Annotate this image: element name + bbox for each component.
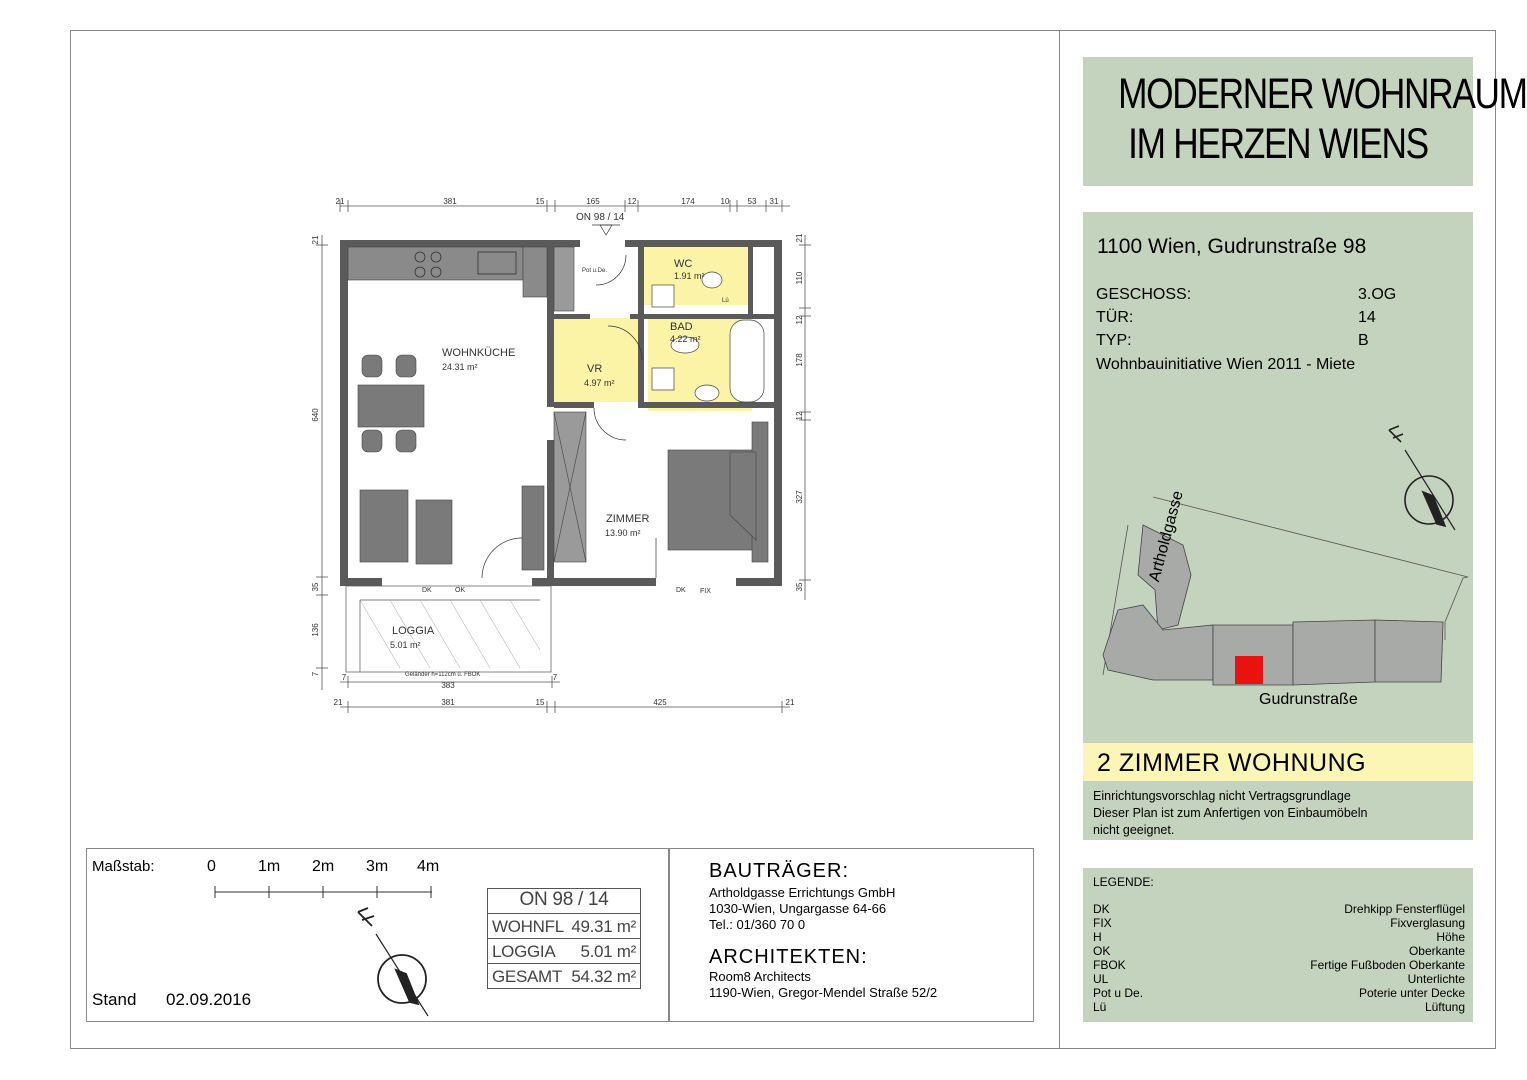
detail-value-tuer: 14 (1358, 309, 1376, 326)
disclaimer-note (1093, 788, 1367, 839)
legend-key: OK (1093, 944, 1111, 958)
room-name-wohnkueche: WOHNKÜCHE (442, 347, 516, 359)
legend-row (1093, 972, 1465, 986)
developer-address: 1030-Wien, Ungargasse 64-66 (709, 901, 887, 916)
area-row-loggia (488, 938, 640, 963)
area-value: 49.31 m² (571, 917, 636, 936)
legend-key: FIX (1093, 916, 1112, 930)
street-label-artholdgasse: Artholdgasse (1146, 489, 1187, 584)
label-ok: OK (455, 587, 466, 594)
room-area-zimmer: 13.90 m² (605, 528, 641, 538)
developer-phone: Tel.: 01/360 70 0 (709, 917, 806, 932)
legend-value: Poterie unter Decke (1358, 986, 1465, 1000)
dim-top-1: 21 (335, 197, 345, 206)
area-row-wohnfl (488, 913, 640, 938)
legend-value: Unterlichte (1407, 972, 1465, 986)
dim-right-2: 110 (795, 271, 804, 285)
dim-left-1: 21 (311, 235, 320, 245)
architects-heading: ARCHITEKTEN: (709, 946, 868, 968)
dim-right-3: 12 (795, 315, 804, 325)
dim-top-2: 381 (443, 197, 457, 206)
legend-row (1093, 1000, 1465, 1014)
area-label: GESAMT (492, 967, 562, 986)
legend-key: UL (1093, 972, 1109, 986)
label-dk1: DK (422, 587, 432, 594)
legend-row (1093, 916, 1465, 930)
dim-left-3: 35 (311, 582, 320, 592)
room-name-vr: VR (587, 363, 603, 375)
street-label-gudrunstrasse: Gudrunstraße (1259, 691, 1358, 708)
dim-top-4: 165 (586, 197, 600, 206)
label-pot: Pot u.De. (582, 268, 608, 274)
room-area-bad: 4.22 m² (670, 334, 701, 344)
detail-key-geschoss: GESCHOSS: (1096, 286, 1192, 303)
dim-right-6: 327 (795, 490, 804, 504)
legend-key: DK (1093, 902, 1110, 916)
area-value: 5.01 m² (580, 942, 636, 961)
room-area-wohnkueche: 24.31 m² (442, 362, 478, 372)
dim-right-5: 12 (795, 411, 804, 421)
legend-value: Fixverglasung (1390, 916, 1465, 930)
detail-value-typ: B (1358, 332, 1369, 349)
stand-label: Stand (92, 990, 137, 1009)
legend-value: Drehkipp Fensterflügel (1344, 902, 1465, 916)
room-area-wc: 1.91 m² (674, 271, 705, 281)
note-line-2: Dieser Plan ist zum Anfertigen von Einbaumöbeln (1093, 806, 1368, 820)
area-table (487, 888, 641, 989)
dim-bottom2-1: 21 (333, 698, 343, 707)
floor-plan (300, 190, 820, 720)
unit-type-label: 2 ZIMMER WOHNUNG (1097, 749, 1367, 777)
dim-top-7: 10 (720, 197, 730, 206)
scale-tick-4: 4m (417, 858, 440, 875)
room-name-loggia: LOGGIA (392, 625, 435, 637)
legend-key: Pot u De. (1093, 986, 1144, 1000)
scale-tick-1: 1m (258, 858, 281, 875)
hall-floor (554, 318, 640, 402)
legend-row (1093, 902, 1465, 916)
dim-top-9: 31 (769, 197, 779, 206)
label-fix: FIX (700, 588, 711, 595)
unit-location-marker (1235, 656, 1263, 684)
site-north-arrow-icon (1389, 426, 1455, 530)
dim-left-4: 136 (311, 623, 320, 637)
legend-value: Oberkante (1408, 944, 1465, 958)
developer-heading: BAUTRÄGER: (709, 860, 850, 882)
note-line-3: nicht geeignet. (1093, 823, 1175, 837)
dim-top-6: 174 (681, 197, 695, 206)
legend-row (1093, 944, 1465, 958)
legend-key: H (1093, 930, 1102, 944)
title-line-2: IM HERZEN WIENS (1128, 120, 1428, 168)
area-label: WOHNFL (492, 917, 564, 936)
legend-key: Lü (1093, 1000, 1107, 1014)
developer-name: Artholdgasse Errichtungs GmbH (709, 885, 896, 900)
label-dk2: DK (676, 587, 686, 594)
legend-value: Lüftung (1424, 1000, 1465, 1014)
legend-row (1093, 958, 1465, 972)
room-name-bad: BAD (670, 321, 693, 333)
area-table-header: ON 98 / 14 (519, 889, 609, 910)
dim-left-5: 7 (311, 671, 320, 677)
dim-bottom2-4: 425 (653, 698, 667, 707)
dim-bottom1-2: 383 (441, 681, 455, 690)
dim-bottom2-2: 381 (441, 698, 455, 707)
dim-top-5: 12 (627, 197, 637, 206)
room-area-vr: 4.97 m² (584, 378, 615, 388)
dim-left-2: 640 (311, 408, 320, 422)
scale-tick-3: 3m (366, 858, 389, 875)
dim-right-4: 178 (795, 353, 804, 367)
dim-bottom1-1: 7 (341, 673, 347, 682)
detail-value-geschoss: 3.OG (1358, 286, 1397, 303)
dim-right-7: 35 (795, 582, 804, 592)
unit-type-banner (1083, 743, 1473, 781)
dim-bottom2-3: 15 (535, 698, 545, 707)
legend-row (1093, 986, 1465, 1000)
legend-row (1093, 930, 1465, 944)
address: 1100 Wien, Gudrunstraße 98 (1097, 235, 1367, 258)
detail-key-tuer: TÜR: (1096, 309, 1134, 326)
dim-top-3: 15 (535, 197, 545, 206)
title-line-1: MODERNER WOHNRAUM (1118, 70, 1527, 118)
dim-top-8: 53 (747, 197, 757, 206)
frame-divider (1059, 30, 1060, 1049)
note-line-1: Einrichtungsvorschlag nicht Vertragsgrundlage (1093, 789, 1351, 803)
label-lue: Lü (722, 298, 729, 304)
area-row-gesamt (488, 963, 640, 988)
scale-tick-0: 0 (207, 858, 216, 875)
legend-value: Höhe (1436, 930, 1465, 944)
title-box (1083, 57, 1527, 186)
site-plan (1083, 400, 1473, 710)
scale-tick-2: 2m (312, 858, 335, 875)
scale-bar (210, 880, 440, 900)
program-text: Wohnbauinitiative Wien 2011 - Miete (1096, 356, 1356, 373)
architects-address: 1190-Wien, Gregor-Mendel Straße 52/2 (709, 985, 938, 1000)
room-name-wc: WC (674, 258, 693, 270)
area-label: LOGGIA (492, 942, 556, 961)
legend-key: FBOK (1093, 958, 1126, 972)
architects-name: Room8 Architects (709, 969, 811, 984)
dim-bottom2-5: 21 (785, 698, 795, 707)
dim-bottom1-3: 7 (552, 673, 558, 682)
detail-key-typ: TYP: (1096, 332, 1132, 349)
area-value: 54.32 m² (571, 967, 636, 986)
north-arrow-icon (340, 904, 450, 1022)
scale-label: Maßstab: (92, 858, 155, 875)
legend-value: Fertige Fußboden Oberkante (1310, 958, 1465, 972)
legend-title: LEGENDE: (1093, 875, 1154, 889)
room-name-zimmer: ZIMMER (606, 513, 650, 525)
label-railing: Geländer h=112cm ü. FBOK (405, 672, 481, 678)
stand-date: 02.09.2016 (166, 990, 252, 1009)
dim-right-1: 21 (795, 233, 804, 243)
room-area-loggia: 5.01 m² (390, 640, 421, 650)
unit-marker: ON 98 / 14 (576, 212, 625, 223)
